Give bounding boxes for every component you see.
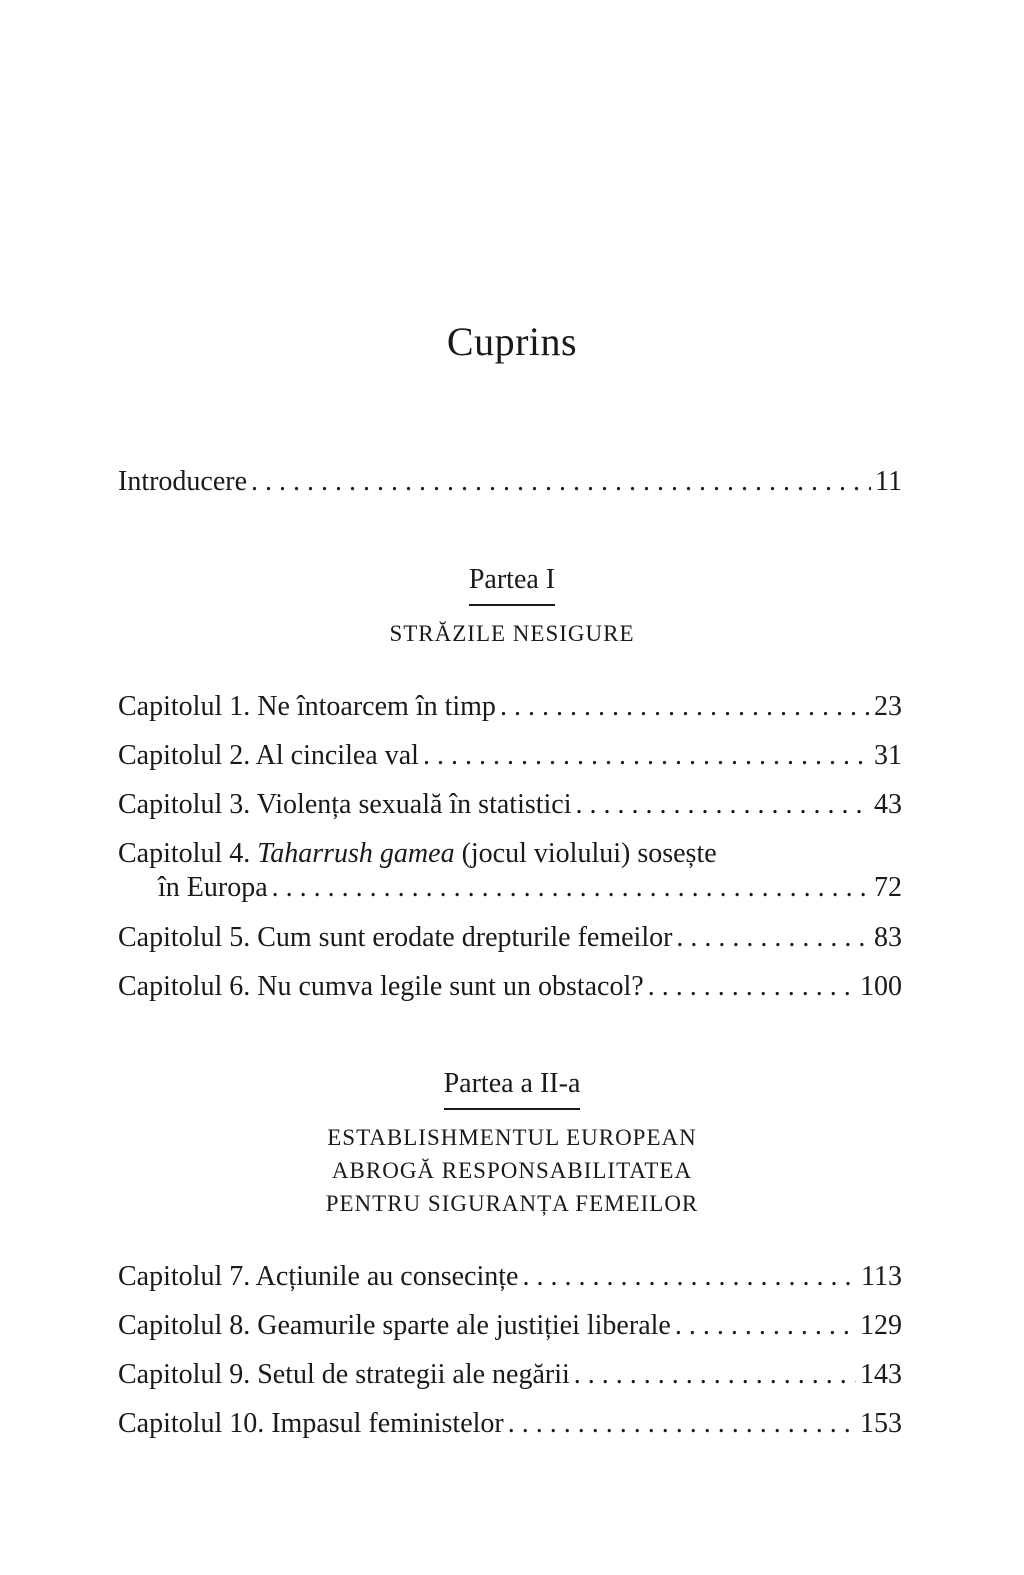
dot-leader	[251, 464, 871, 500]
toc-entry-page: 31	[874, 740, 902, 771]
part-2-subtitle-line-2: ABROGĂ RESPONSABILITATEA	[331, 1158, 693, 1183]
toc-entry-label: Capitolul 1. Ne întoarcem în timp	[118, 691, 496, 722]
toc-entry-label: Capitolul 3. Violența sexuală în statistici	[118, 789, 572, 820]
part-2-heading-text: Partea a II-a	[444, 1066, 581, 1110]
part-2-subtitle-line-1: ESTABLISHMENTUL EUROPEAN	[327, 1125, 697, 1150]
toc-entry-page: 100	[860, 971, 902, 1002]
toc-entry-label: Capitolul 6. Nu cumva legile sunt un obstacol?	[118, 971, 644, 1002]
toc-entry-label: Capitolul 10. Impasul feministelor	[118, 1408, 504, 1439]
toc-entry-label: Capitolul 2. Al cincilea val	[118, 740, 419, 771]
toc-entry-label-suffix: (jocul violului) sosește	[454, 838, 717, 869]
toc-entry-chapter-4-line-2[interactable]	[158, 870, 902, 906]
toc-entry-label-continuation: în Europa	[158, 872, 268, 903]
dot-leader	[675, 1308, 856, 1344]
page-title: Cuprins	[446, 319, 578, 364]
toc-entry-page: 23	[874, 691, 902, 722]
dot-leader	[522, 1259, 857, 1295]
dot-leader	[648, 969, 856, 1005]
toc-entry-chapter-6[interactable]	[118, 969, 902, 1005]
part-1-subtitle: STRĂZILE NESIGURE	[389, 621, 635, 646]
part-2-subtitle-line-3: PENTRU SIGURANȚA FEMEILOR	[325, 1191, 699, 1216]
dot-leader	[576, 787, 870, 823]
toc-entry-chapter-8[interactable]	[118, 1308, 902, 1344]
toc-entry-chapter-10[interactable]	[118, 1406, 902, 1442]
toc-entry-introduction[interactable]	[118, 464, 902, 500]
dot-leader	[500, 689, 870, 725]
toc-entry-label: Capitolul 5. Cum sunt erodate drepturile femeilor	[118, 922, 673, 953]
toc-entry-page: 43	[874, 789, 902, 820]
part-1-heading	[0, 562, 1024, 606]
toc-entry-chapter-9[interactable]	[118, 1357, 902, 1393]
toc-entry-page: 153	[860, 1408, 902, 1439]
toc-entry-chapter-3[interactable]	[118, 787, 902, 823]
dot-leader	[272, 870, 870, 906]
toc-entry-label-italic: Taharrush gamea	[257, 838, 455, 869]
toc-entry-chapter-4-line-1[interactable]	[118, 836, 902, 872]
toc-entry-label-prefix: Capitolul 4.	[118, 838, 258, 869]
toc-entry-label: Introducere	[118, 466, 248, 497]
toc-entry-chapter-5[interactable]	[118, 920, 902, 956]
dot-leader	[423, 738, 870, 774]
toc-entry-label: Capitolul 9. Setul de strategii ale negării	[118, 1359, 570, 1390]
part-1-heading-text: Partea I	[469, 562, 555, 606]
toc-entry-page: 83	[874, 922, 902, 953]
toc-entry-chapter-1[interactable]	[118, 689, 902, 725]
dot-leader	[676, 920, 870, 956]
part-2-heading	[0, 1066, 1024, 1110]
toc-entry-page: 11	[875, 466, 902, 497]
toc-entry-page: 129	[860, 1310, 902, 1341]
toc-entry-page: 72	[874, 872, 902, 903]
toc-entry-chapter-7[interactable]	[118, 1259, 902, 1295]
toc-entry-label: Capitolul 7. Acțiunile au consecințe	[118, 1261, 519, 1292]
toc-entry-label: Capitolul 8. Geamurile sparte ale justiției liberale	[118, 1310, 671, 1341]
toc-entry-page: 143	[860, 1359, 902, 1390]
toc-entry-chapter-2[interactable]	[118, 738, 902, 774]
toc-entry-page: 113	[861, 1261, 902, 1292]
dot-leader	[508, 1406, 856, 1442]
dot-leader	[574, 1357, 856, 1393]
